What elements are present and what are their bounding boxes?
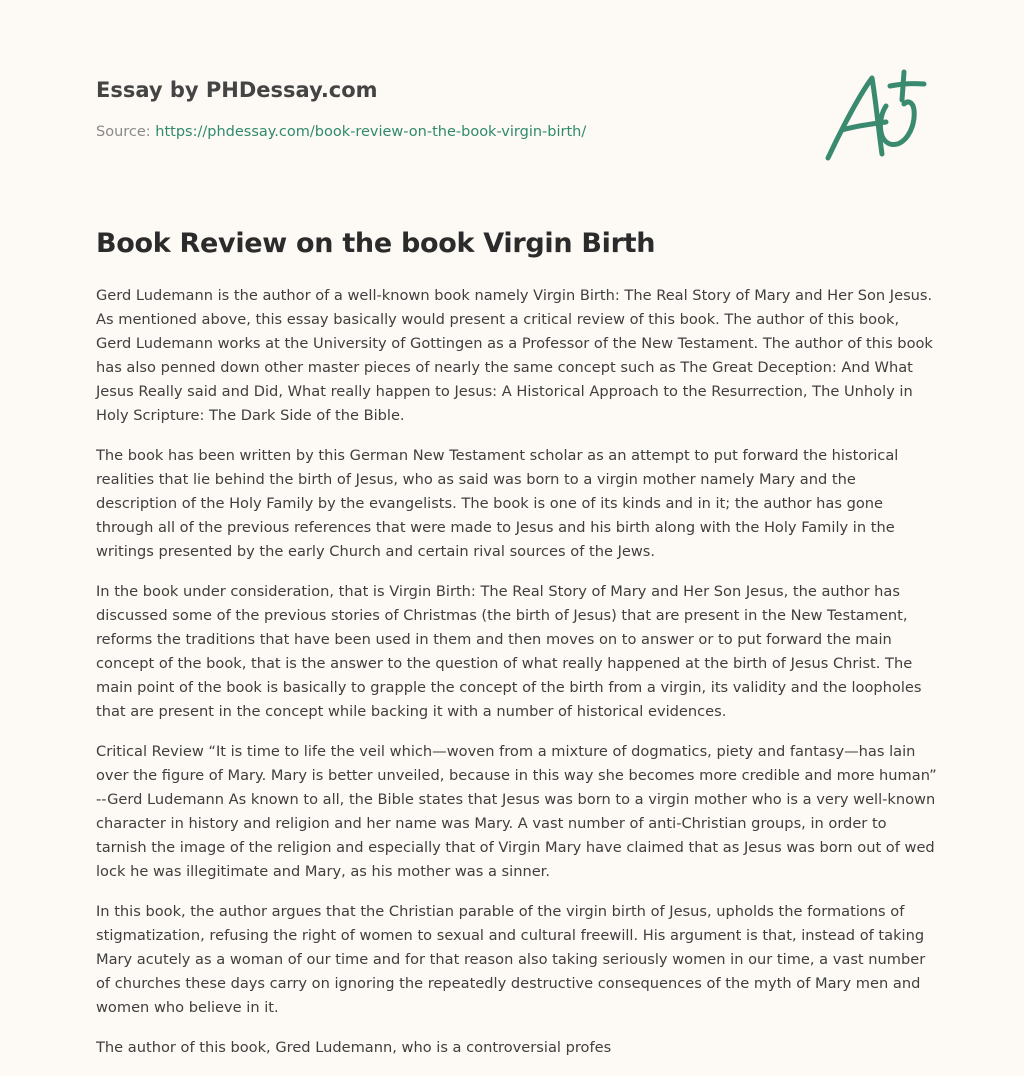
paragraph: In the book under consideration, that is Virgin Birth: The Real Story of Mary and Her Son Jesus, the author has discussed some of the previous stories of Christmas (the birth of Jesus) that are present in the New Testament, reforms the traditions that have been used in them and then moves on to answer or to put forward the main concept of the book, that is the answer to the question of what really happened at the birth of Jesus Christ. The main point of the book is basically to grapple the concept of the birth from a virgin, its validity and the loopholes that are present in the concept while backing it with a number of historical evidences. [96,583,922,720]
site-brand: Essay by PHDessay.com [96,78,378,102]
paragraph: Critical Review “It is time to life the veil which—woven from a mixture of dogmatics, piety and fantasy—has lain over the figure of Mary. Mary is better unveiled, because in this way she becomes more credible and more human” --Gerd Ludemann As known to all, the Bible states that Jesus was born to a virgin mother who is a very well-known character in history and religion and her name was Mary. A vast number of anti-Christian groups, in order to tarnish the image of the religion and especially that of Virgin Mary have claimed that as Jesus was born out of wed lock he was illegitimate and Mary, as his mother was a sinner. [96,743,937,880]
source-label: Source: [96,124,156,140]
article-title: Book Review on the book Virgin Birth [96,228,656,259]
paragraph: Gerd Ludemann is the author of a well-known book namely Virgin Birth: The Real Story of Mary and Her Son Jesus. As mentioned above, this essay basically would present a critical review of this book. The author of this book, Gerd Ludemann works at the University of Gottingen as a Professor of the New Testament. The author of this book has also penned down other master pieces of nearly the same concept such as The Great Deception: And What Jesus Really said and Did, What really happen to Jesus: A Historical Approach to the Resurrection, The Unholy in Holy Scripture: The Dark Side of the Bible. [96,287,933,424]
paragraph: In this book, the author argues that the Christian parable of the virgin birth of Jesus, upholds the formations of stigmatization, refusing the right of women to sexual and cultural freewill. His argument is that, instead of taking Mary acutely as a woman of our time and for that reason also taking seriously women in our time, a vast number of churches these days carry on ignoring the repeatedly destructive consequences of the myth of Mary men and women who believe in it. [96,903,926,1016]
paragraph: The author of this book, Gred Ludemann, who is a controversial profes [96,1039,612,1056]
source-line [96,122,796,142]
paragraph: The book has been written by this German New Testament scholar as an attempt to put forward the historical realities that lie behind the birth of Jesus, who as said was born to a virgin mother namely Mary and the description of the Holy Family by the evangelists. The book is one of its kinds and in it; the author has gone through all of the previous references that were made to Jesus and his birth along with the Holy Family in the writings presented by the early Church and certain rival sources of the Jews. [96,447,899,560]
page-header [96,76,796,142]
source-link[interactable]: https://phdessay.com/book-review-on-the-book-virgin-birth/ [155,124,587,140]
a-plus-logo-icon [820,66,930,166]
article-body [96,284,938,1076]
